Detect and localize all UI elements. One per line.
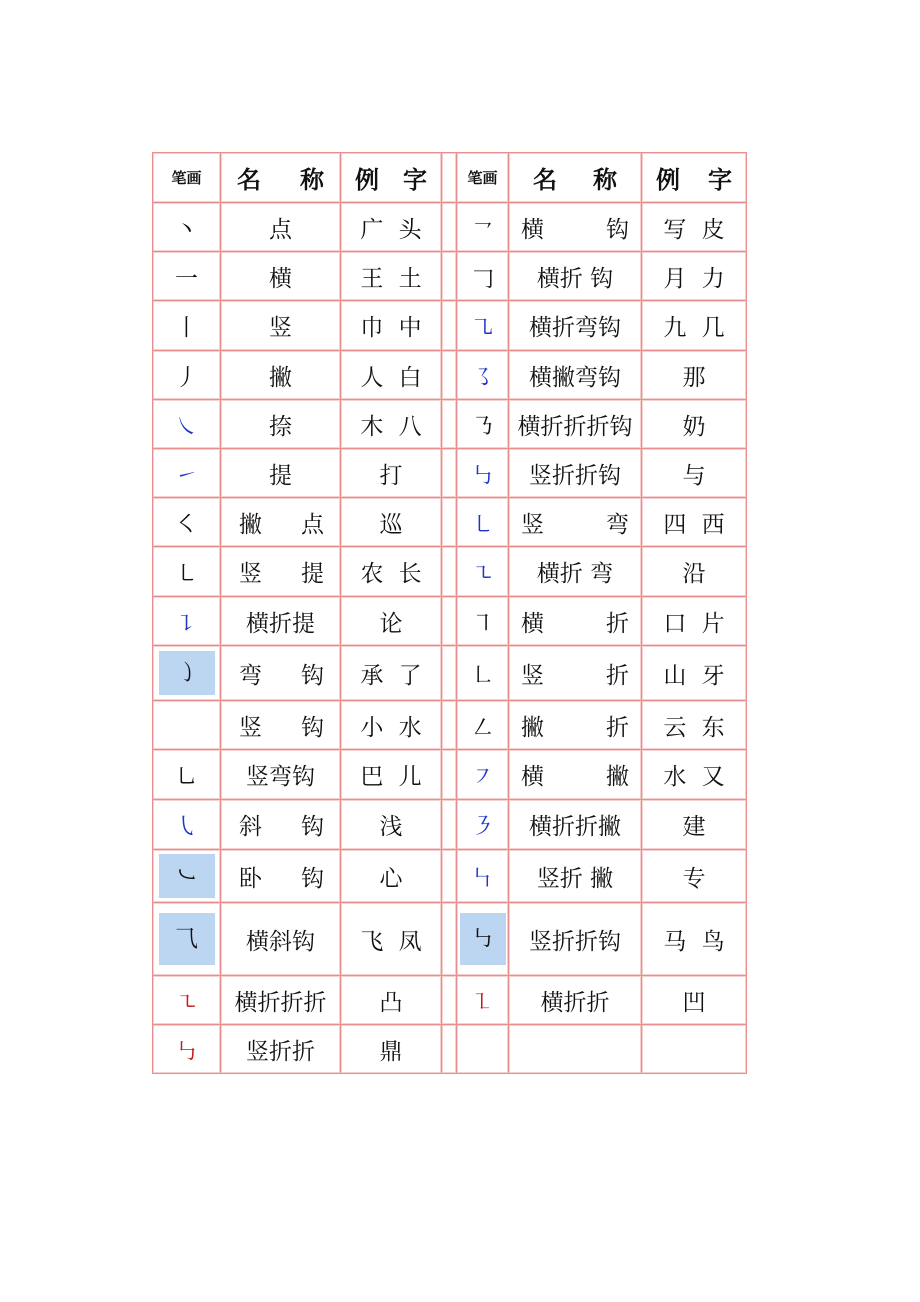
left-example-cell (341, 597, 442, 646)
left-stroke-cell (153, 547, 221, 597)
left-name-cell (221, 301, 341, 351)
left-stroke-cell (153, 449, 221, 498)
name-text: 竖折折钩 (529, 928, 621, 955)
name-part: 撇 (606, 764, 629, 790)
stroke-glyph: 丶 (175, 216, 198, 243)
column-gap (442, 1025, 457, 1074)
left-name-cell (221, 701, 341, 750)
example-text: 巾 中 (360, 315, 422, 341)
left-example-cell (341, 351, 442, 400)
name-text: 竖折折钩 (529, 462, 621, 489)
right-stroke-cell (457, 252, 509, 301)
left-stroke-cell (153, 1025, 221, 1074)
column-gap (442, 646, 457, 701)
name-part: 竖 (239, 561, 262, 587)
right-name-header-b: 称 (593, 165, 617, 194)
name-text: 横折 钩 (536, 265, 614, 292)
left-name-cell (221, 850, 341, 903)
left-example-cell (341, 800, 442, 850)
name-part: 竖 (521, 511, 544, 538)
table-row (153, 301, 747, 351)
name-part: 横 (521, 216, 544, 243)
left-stroke-cell (153, 903, 221, 976)
name-text: 竖折折 (246, 1038, 315, 1065)
table-body (153, 203, 747, 1074)
name-text: 横折折折 (234, 989, 327, 1016)
right-stroke-cell (457, 976, 509, 1025)
left-name-cell (221, 252, 341, 301)
left-name-header-a: 名 (237, 165, 261, 194)
stroke-glyph: ㇄ (175, 561, 198, 587)
right-stroke-cell (457, 850, 509, 903)
left-example-cell (341, 498, 442, 547)
left-example-header (341, 153, 442, 203)
example-text: 四 西 (663, 511, 725, 538)
stroke-glyph: ㇋ (471, 814, 494, 840)
name-part: 钩 (606, 216, 629, 243)
left-stroke-cell (153, 976, 221, 1025)
left-name-cell (221, 646, 341, 701)
example-text: 奶 (682, 413, 706, 440)
table-row (153, 252, 747, 301)
right-name-cell (509, 547, 642, 597)
right-stroke-cell (457, 750, 509, 800)
stroke-glyph: ㇛ (175, 511, 198, 538)
example-text: 沿 (682, 561, 706, 587)
column-gap (442, 903, 457, 976)
left-example-cell (341, 301, 442, 351)
name-part: 竖 (239, 714, 262, 741)
left-example-cell (341, 850, 442, 903)
name-text: 点 (269, 216, 292, 243)
right-example-cell (642, 701, 747, 750)
column-gap (442, 750, 457, 800)
left-name-header (221, 153, 341, 203)
example-text: 月 力 (663, 265, 725, 292)
stroke-glyph: ㇍ (471, 561, 494, 587)
name-part: 钩 (301, 865, 324, 892)
right-example-cell (642, 203, 747, 252)
example-text: 打 (379, 462, 403, 489)
right-name-cell (509, 498, 642, 547)
example-text: 水 又 (663, 764, 725, 790)
column-gap (442, 597, 457, 646)
table-row (153, 976, 747, 1025)
left-example-cell (341, 449, 442, 498)
name-part: 竖 (521, 662, 544, 689)
column-gap (442, 252, 457, 301)
left-example-header-b: 字 (403, 165, 427, 194)
left-name-cell (221, 1025, 341, 1074)
table-row (153, 800, 747, 850)
example-text: 论 (379, 610, 403, 637)
right-name-cell (509, 400, 642, 449)
stroke-glyph: 𠃌 (471, 265, 494, 292)
stroke-glyph: ㇉ (460, 913, 506, 965)
name-text: 横折提 (246, 610, 315, 637)
table-row (153, 351, 747, 400)
right-example-cell (642, 976, 747, 1025)
column-gap (442, 976, 457, 1025)
right-example-cell (642, 597, 747, 646)
table-row (153, 1025, 747, 1074)
right-example-cell (642, 449, 747, 498)
left-example-cell (341, 646, 442, 701)
right-stroke-cell (457, 800, 509, 850)
left-name-cell (221, 400, 341, 449)
left-stroke-cell (153, 498, 221, 547)
left-stroke-cell (153, 252, 221, 301)
right-example-cell (642, 646, 747, 701)
left-stroke-cell (153, 701, 221, 750)
stroke-glyph: ㇄ (471, 511, 494, 538)
stroke-glyph: ㇉ (471, 462, 494, 489)
right-stroke-cell (457, 301, 509, 351)
column-gap (442, 850, 457, 903)
stroke-glyph: ㇏ (175, 413, 198, 440)
right-name-cell (509, 449, 642, 498)
left-example-cell (341, 400, 442, 449)
table-row (153, 903, 747, 976)
column-gap (442, 351, 457, 400)
table-row (153, 850, 747, 903)
left-stroke-cell (153, 400, 221, 449)
right-name-cell (509, 203, 642, 252)
right-stroke-cell (457, 351, 509, 400)
right-name-cell (509, 351, 642, 400)
example-text: 口 片 (663, 610, 725, 637)
stroke-glyph: ㇀ (175, 462, 198, 489)
right-stroke-header: 笔画 (457, 153, 509, 203)
left-stroke-cell (153, 800, 221, 850)
right-example-header-b: 字 (708, 165, 732, 194)
name-text: 提 (269, 462, 292, 489)
table-row (153, 400, 747, 449)
stroke-glyph: ㇞ (471, 865, 494, 892)
stroke-glyph: ㇌ (471, 364, 494, 391)
stroke-glyph: ⺄ (159, 913, 215, 965)
left-name-cell (221, 903, 341, 976)
stroke-glyph: ㇜ (471, 714, 494, 741)
right-name-cell (509, 252, 642, 301)
stroke-glyph: ㇖ (471, 216, 494, 243)
example-text: 心 (379, 865, 403, 892)
stroke-glyph: 一 (175, 265, 198, 292)
column-gap (442, 547, 457, 597)
table-row (153, 701, 747, 750)
name-part: 钩 (301, 714, 324, 741)
example-text: 那 (682, 364, 706, 391)
name-part: 横 (521, 764, 544, 790)
right-example-cell (642, 800, 747, 850)
right-example-cell (642, 400, 747, 449)
name-text: 撇 (269, 364, 292, 391)
table-row (153, 498, 747, 547)
right-name-header (509, 153, 642, 203)
name-part: 横 (521, 610, 544, 637)
example-text: 承 了 (360, 662, 422, 689)
table-row (153, 750, 747, 800)
example-text: 巡 (379, 511, 403, 538)
column-gap (442, 800, 457, 850)
example-text: 专 (682, 865, 706, 892)
right-example-cell (642, 498, 747, 547)
name-text: 横折折 (540, 989, 610, 1016)
header-row (153, 153, 747, 203)
left-name-cell (221, 351, 341, 400)
left-stroke-cell (153, 203, 221, 252)
name-part: 钩 (301, 662, 324, 689)
example-text: 鼎 (379, 1038, 403, 1065)
left-example-cell (341, 203, 442, 252)
right-stroke-cell (457, 646, 509, 701)
right-stroke-cell (457, 903, 509, 976)
left-example-cell (341, 547, 442, 597)
left-stroke-cell (153, 850, 221, 903)
name-text: 竖 (269, 315, 292, 341)
right-name-cell (509, 903, 642, 976)
name-text: 竖折 撇 (536, 865, 614, 892)
left-stroke-cell (153, 351, 221, 400)
left-stroke-cell (153, 301, 221, 351)
example-text: 木 八 (360, 413, 422, 440)
table-row (153, 203, 747, 252)
left-example-cell (341, 701, 442, 750)
name-text: 横折折撇 (529, 814, 621, 840)
stroke-glyph: ㇊ (175, 610, 198, 637)
left-name-cell (221, 750, 341, 800)
example-text: 凸 (379, 989, 403, 1016)
left-stroke-cell (153, 597, 221, 646)
column-gap (442, 203, 457, 252)
left-stroke-header: 笔画 (153, 153, 221, 203)
name-part: 卧 (239, 865, 262, 892)
example-text: 农 长 (360, 561, 422, 587)
name-part: 撇 (239, 511, 262, 538)
right-name-cell (509, 976, 642, 1025)
right-example-cell (642, 1025, 747, 1074)
right-example-cell (642, 903, 747, 976)
name-part: 弯 (239, 662, 262, 689)
left-name-cell (221, 547, 341, 597)
left-example-header-a: 例 (355, 165, 379, 194)
name-part: 撇 (521, 714, 544, 741)
column-gap (442, 449, 457, 498)
right-example-cell (642, 850, 747, 903)
name-part: 折 (606, 714, 629, 741)
left-example-cell (341, 750, 442, 800)
name-part: 斜 (239, 814, 262, 840)
right-example-cell (642, 351, 747, 400)
example-text: 飞 凤 (360, 928, 422, 955)
name-text: 横折 弯 (536, 561, 614, 587)
column-gap (442, 153, 457, 203)
name-text: 横 (269, 265, 292, 292)
left-name-cell (221, 800, 341, 850)
right-name-cell (509, 701, 642, 750)
name-part: 点 (301, 511, 324, 538)
right-stroke-cell (457, 449, 509, 498)
example-text: 小 水 (360, 714, 422, 741)
left-name-cell (221, 449, 341, 498)
stroke-glyph: ㇡ (471, 413, 494, 440)
example-text: 广 头 (360, 216, 422, 243)
example-text: 浅 (379, 814, 403, 840)
right-example-header (642, 153, 747, 203)
name-text: 横折折折钩 (517, 413, 633, 440)
left-name-cell (221, 203, 341, 252)
right-stroke-cell (457, 498, 509, 547)
right-name-cell (509, 750, 642, 800)
example-text: 山 牙 (663, 662, 725, 689)
example-text: 云 东 (663, 714, 725, 741)
stroke-glyph: ㇈ (471, 315, 494, 341)
example-text: 凹 (682, 989, 706, 1016)
name-text: 竖弯钩 (246, 764, 315, 790)
right-name-header-a: 名 (533, 165, 557, 194)
name-text: 横斜钩 (246, 928, 315, 955)
right-name-cell (509, 646, 642, 701)
table-row (153, 449, 747, 498)
column-gap (442, 498, 457, 547)
right-stroke-cell (457, 1025, 509, 1074)
stroke-table (152, 152, 747, 1074)
stroke-glyph: 丿 (175, 364, 198, 391)
stroke-glyph: 丨 (175, 315, 198, 341)
stroke-glyph: ㇃ (159, 854, 215, 898)
left-name-cell (221, 976, 341, 1025)
example-text: 与 (682, 462, 706, 489)
stroke-glyph: ㇅ (471, 989, 494, 1016)
right-example-cell (642, 252, 747, 301)
stroke-glyph: ㇇ (471, 764, 494, 790)
right-example-cell (642, 301, 747, 351)
example-text: 马 鸟 (663, 928, 725, 955)
left-name-cell (221, 498, 341, 547)
left-name-cell (221, 597, 341, 646)
name-text: 横折弯钩 (529, 315, 621, 341)
right-stroke-cell (457, 701, 509, 750)
name-part: 弯 (606, 511, 629, 538)
table-row (153, 597, 747, 646)
right-example-cell (642, 547, 747, 597)
name-part: 折 (606, 610, 629, 637)
name-text: 横撇弯钩 (529, 364, 621, 391)
right-stroke-cell (457, 597, 509, 646)
right-name-cell (509, 597, 642, 646)
right-example-header-a: 例 (656, 165, 680, 194)
left-example-cell (341, 976, 442, 1025)
right-name-cell (509, 301, 642, 351)
table-row (153, 646, 747, 701)
left-example-cell (341, 252, 442, 301)
example-text: 写 皮 (663, 216, 725, 243)
left-example-cell (341, 903, 442, 976)
stroke-glyph: ㇍ (175, 989, 198, 1016)
stroke-glyph: ㇟ (175, 764, 198, 790)
stroke-glyph: ㇉ (175, 1038, 198, 1065)
column-gap (442, 400, 457, 449)
right-name-cell (509, 1025, 642, 1074)
left-stroke-cell (153, 750, 221, 800)
left-stroke-cell (153, 646, 221, 701)
right-stroke-cell (457, 400, 509, 449)
column-gap (442, 301, 457, 351)
right-stroke-cell (457, 203, 509, 252)
right-name-cell (509, 850, 642, 903)
table-row (153, 547, 747, 597)
example-text: 人 白 (360, 364, 422, 391)
example-text: 巴 儿 (360, 764, 422, 790)
stroke-glyph: ㇕ (471, 610, 494, 637)
name-part: 提 (301, 561, 324, 587)
right-example-cell (642, 750, 747, 800)
name-text: 捺 (269, 413, 292, 440)
name-part: 折 (606, 662, 629, 689)
left-name-header-b: 称 (300, 165, 324, 194)
left-example-cell (341, 1025, 442, 1074)
right-name-cell (509, 800, 642, 850)
column-gap (442, 701, 457, 750)
example-text: 九 几 (663, 315, 725, 341)
stroke-glyph: ㇗ (471, 662, 494, 689)
example-text: 建 (682, 814, 706, 840)
name-part: 钩 (301, 814, 324, 840)
stroke-glyph: ㇁ (159, 651, 215, 695)
example-text: 王 土 (360, 265, 422, 292)
right-stroke-cell (457, 547, 509, 597)
stroke-glyph: ㇂ (175, 814, 198, 840)
